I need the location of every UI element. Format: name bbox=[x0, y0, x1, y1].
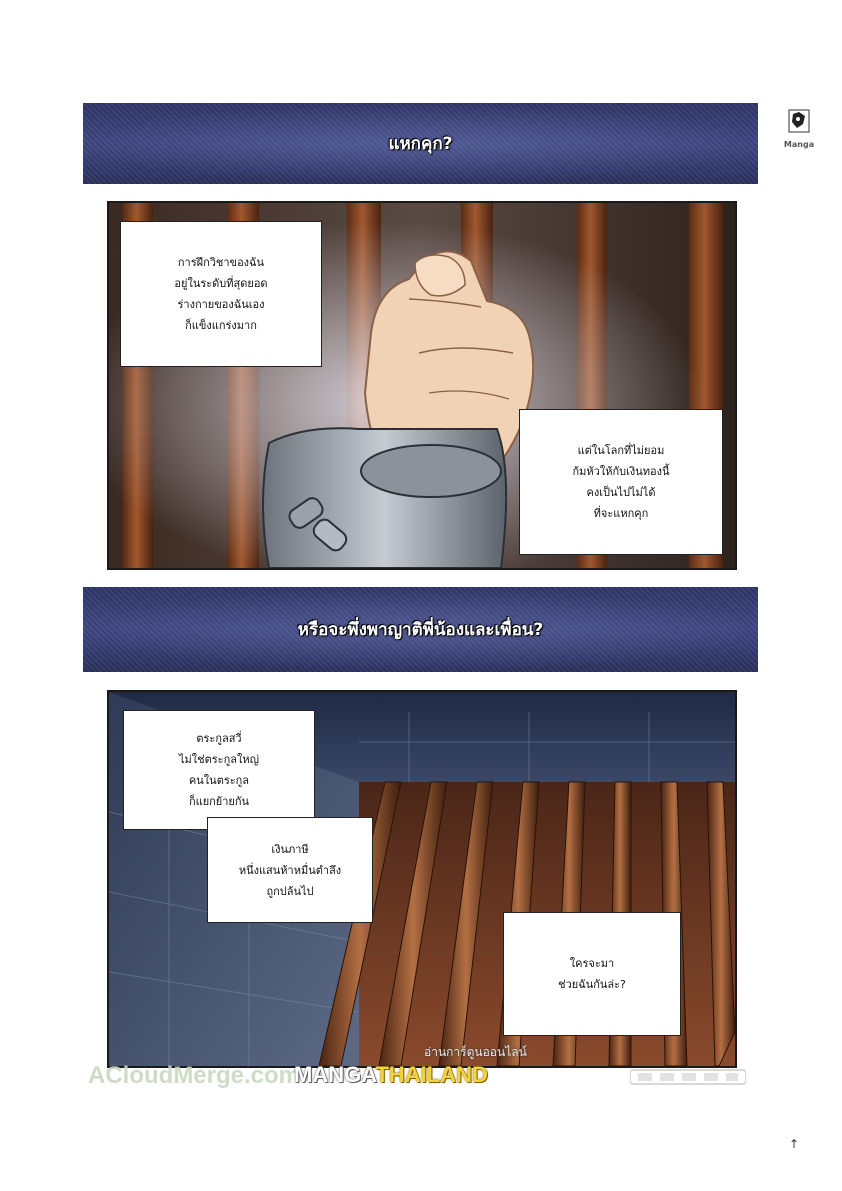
bubble-line: คงเป็นไปไม่ได้ bbox=[586, 486, 656, 499]
watermark-left: ACloudMerge.com bbox=[88, 1062, 301, 1089]
watermark-manga: MANGA bbox=[294, 1062, 376, 1087]
bubble-line: คนในตระกูล bbox=[188, 774, 250, 787]
watermark-center-small: อ่านการ์ตูนออนไลน์ bbox=[424, 1045, 527, 1059]
watermark-center bbox=[294, 1062, 488, 1088]
bubble-line: ตระกูลสวี่ bbox=[196, 732, 242, 745]
bubble-line: แต่ในโลกที่ไม่ยอม bbox=[577, 444, 665, 457]
bubble-line: ร่างกายของฉันเอง bbox=[177, 298, 265, 311]
banner-2-text: หรือจะพึ่งพาญาติพี่น้องและเพื่อน? bbox=[297, 620, 544, 640]
section-banner-2 bbox=[83, 587, 758, 672]
bubble-line: อยู่ในระดับที่สุดยอด bbox=[174, 277, 268, 290]
bubble-line: ถูกปล้นไป bbox=[266, 884, 314, 898]
speech-bubble-clan bbox=[123, 710, 315, 830]
bubble-line: การฝึกวิชาของฉัน bbox=[177, 256, 265, 269]
bubble-line: ใครจะมา bbox=[569, 957, 615, 970]
bubble-line: หนึ่งแสนห้าหมื่นตำลึง bbox=[238, 863, 342, 877]
comic-panel-cell bbox=[107, 690, 737, 1068]
bubble-line: ช่วยฉันกันล่ะ? bbox=[558, 978, 626, 991]
arrow-up-icon: ↑ bbox=[788, 1137, 800, 1151]
site-logo bbox=[783, 108, 815, 150]
speech-bubble-training bbox=[120, 221, 322, 367]
speech-bubble-escape bbox=[519, 409, 723, 555]
bubble-line: ก็แข็งแกร่งมาก bbox=[185, 319, 257, 332]
scroll-to-top-button[interactable] bbox=[786, 1136, 802, 1152]
watermark-thailand: THAILAND bbox=[375, 1062, 488, 1087]
comic-panel-fist bbox=[107, 201, 737, 570]
speech-bubble-tax bbox=[207, 817, 373, 923]
speech-bubble-who-helps bbox=[503, 912, 681, 1036]
bubble-line: ก็แยกย้ายกัน bbox=[188, 795, 250, 808]
logo-text: Manga bbox=[783, 140, 815, 149]
watermark-right-icon bbox=[630, 1068, 746, 1086]
bubble-line: ไม่ใช่ตระกูลใหญ่ bbox=[179, 753, 259, 766]
bubble-line: เงินภาษี bbox=[271, 842, 309, 856]
section-banner-1 bbox=[83, 103, 758, 184]
banner-1-text: แหกคุก? bbox=[388, 134, 453, 154]
bubble-line: ก้มหัวให้กับเงินทองนี้ bbox=[572, 465, 670, 478]
bubble-line: ที่จะแหกคุก bbox=[593, 507, 649, 520]
